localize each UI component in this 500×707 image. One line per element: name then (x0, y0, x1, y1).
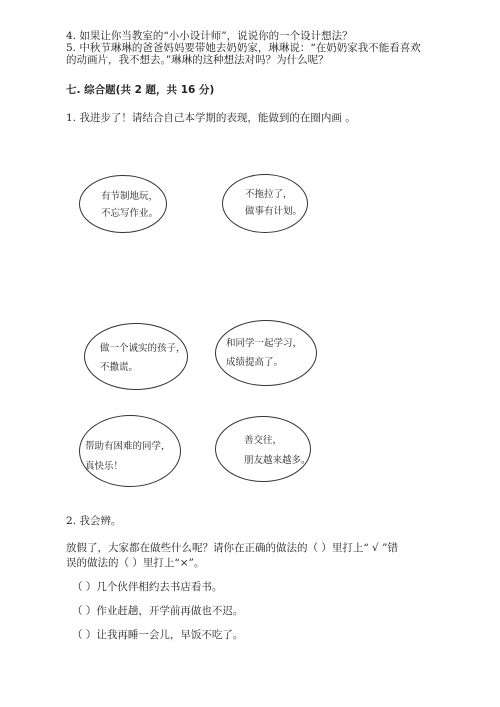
list-item[interactable] (72, 628, 243, 642)
bubble-1[interactable] (79, 175, 167, 233)
bubble-3-line2: 不撒谎。 (100, 362, 139, 373)
bubble-6[interactable] (215, 416, 311, 482)
bubble-3[interactable] (84, 323, 188, 390)
item-text: 让我再睡一会儿，早饭不吃了。 (96, 629, 244, 641)
question-5-line1: 5. 中秋节琳琳的爸爸妈妈要带她去奶奶家，琳琳说：“在奶奶家我不能看喜欢 (66, 42, 421, 54)
answer-bracket[interactable]: （ ） (72, 629, 97, 641)
bubble-3-line1: 做一个诚实的孩子， (100, 343, 186, 354)
item-text: 几个伙伴相约去书店看书。 (96, 581, 223, 593)
bubble-4-line1: 和同学一起学习， (226, 338, 303, 349)
section1-instruction: 1. 我进步了！请结合自己本学期的表现，能做到的在圈内画 。 (66, 112, 356, 124)
bubble-4-line2: 成绩提高了。 (226, 357, 284, 368)
bubble-1-line2: 不忘写作业。 (101, 208, 159, 219)
answer-bracket[interactable]: （ ） (72, 605, 97, 617)
section2-title: 2. 我会辨。 (66, 515, 122, 527)
bubble-6-line2: 朋友越来越多。 (244, 455, 311, 466)
bubble-2-line2: 做事有计划。 (245, 206, 303, 217)
bubble-2[interactable] (222, 174, 308, 233)
bubble-4[interactable] (215, 320, 317, 386)
list-item[interactable] (72, 604, 243, 618)
bubble-2-line1: 不拖拉了， (245, 189, 293, 200)
question-4: 4. 如果让你当教室的“小小设计师”，说说你的一个设计想法？ (66, 30, 353, 42)
bubble-5-line1: 帮助有困难的同学， (85, 441, 171, 452)
item-text: 作业赶趟，开学前再做也不迟。 (96, 605, 244, 617)
section2-intro-line2: 误的做法的（ ）里打上“×”。 (66, 557, 205, 569)
bubble-5[interactable] (79, 415, 181, 487)
bubble-5-line2: 真快乐！ (85, 461, 124, 472)
bubble-1-line1: 有节制地玩， (101, 191, 159, 202)
list-item[interactable] (72, 580, 222, 594)
section2-intro-line1: 放假了，大家都在做些什么呢？请你在正确的做法的（ ）里打上“ √ ”错 (66, 542, 398, 554)
section-title: 七. 综合题(共 2 题，共 16 分) (66, 84, 215, 96)
answer-bracket[interactable]: （ ） (72, 581, 97, 593)
bubble-6-line1: 善交往， (244, 435, 283, 446)
question-5-line2: 的动画片，我不想去。”琳琳的这种想法对吗？为什么呢？ (66, 54, 329, 66)
